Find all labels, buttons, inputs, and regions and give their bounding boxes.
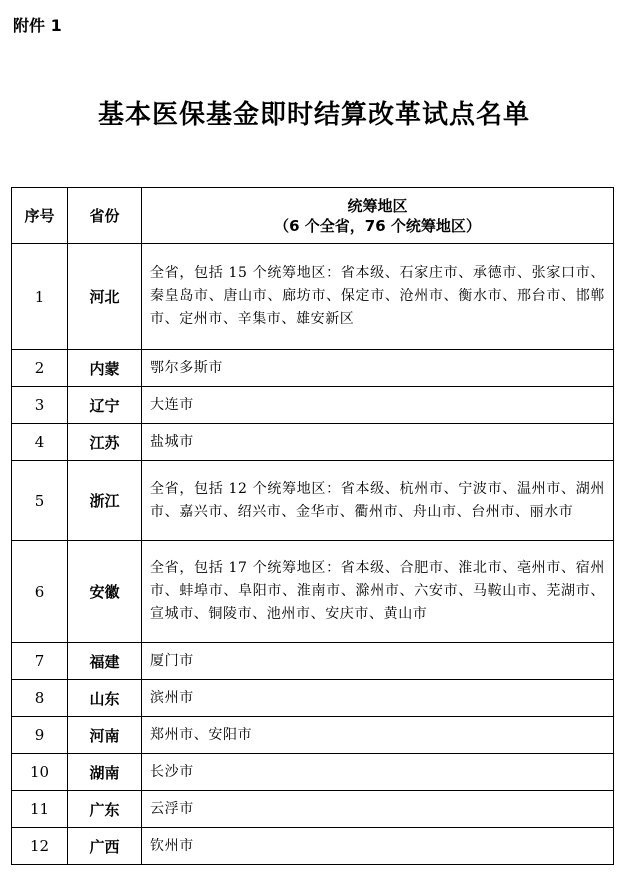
row-areas: 全省，包括 15 个统筹地区：省本级、石家庄市、承德市、张家口市、秦皇岛市、唐山市、廊坊市、保定市、沧州市、衡水市、邢台市、邯郸市、定州市、辛集市、雄安新区 (142, 244, 614, 350)
row-no: 2 (12, 350, 68, 387)
row-no: 4 (12, 424, 68, 461)
row-areas: 全省，包括 12 个统筹地区：省本级、杭州市、宁波市、温州市、湖州市、嘉兴市、绍兴市、金华市、衢州市、舟山市、台州市、丽水市 (142, 461, 614, 541)
row-areas: 全省，包括 17 个统筹地区：省本级、合肥市、淮北市、亳州市、宿州市、蚌埠市、阜阳市、淮南市、滁州市、六安市、马鞍山市、芜湖市、宣城市、铜陵市、池州市、安庆市、黄山市 (142, 541, 614, 643)
table-row (12, 828, 614, 865)
row-areas: 鄂尔多斯市 (142, 350, 614, 387)
row-province: 广西 (68, 828, 142, 865)
row-no: 5 (12, 461, 68, 541)
table-row (12, 350, 614, 387)
header-no: 序号 (12, 188, 68, 244)
row-no: 1 (12, 244, 68, 350)
table-row (12, 541, 614, 643)
table-row (12, 717, 614, 754)
row-areas: 盐城市 (142, 424, 614, 461)
header-area (142, 188, 614, 244)
table-row (12, 643, 614, 680)
row-no: 7 (12, 643, 68, 680)
row-areas: 厦门市 (142, 643, 614, 680)
row-areas: 郑州市、安阳市 (142, 717, 614, 754)
row-no: 11 (12, 791, 68, 828)
table-row (12, 387, 614, 424)
table-row (12, 791, 614, 828)
table-row (12, 754, 614, 791)
row-areas: 钦州市 (142, 828, 614, 865)
header-area-title: 统筹地区 (347, 196, 408, 215)
row-province: 山东 (68, 680, 142, 717)
pilot-list-table (11, 187, 614, 865)
table-row (12, 424, 614, 461)
row-no: 9 (12, 717, 68, 754)
table-header-row (12, 188, 614, 244)
header-area-subtitle: （6 个全省，76 个统筹地区） (274, 216, 481, 235)
row-province: 浙江 (68, 461, 142, 541)
row-no: 10 (12, 754, 68, 791)
row-province: 福建 (68, 643, 142, 680)
row-province: 安徽 (68, 541, 142, 643)
row-province: 河北 (68, 244, 142, 350)
document-title: 基本医保基金即时结算改革试点名单 (97, 100, 530, 130)
row-no: 6 (12, 541, 68, 643)
table-row (12, 244, 614, 350)
table-row (12, 461, 614, 541)
table-row (12, 680, 614, 717)
row-areas: 滨州市 (142, 680, 614, 717)
row-areas: 长沙市 (142, 754, 614, 791)
row-province: 内蒙 (68, 350, 142, 387)
row-province: 湖南 (68, 754, 142, 791)
row-province: 辽宁 (68, 387, 142, 424)
row-no: 8 (12, 680, 68, 717)
row-province: 江苏 (68, 424, 142, 461)
row-areas: 大连市 (142, 387, 614, 424)
row-areas: 云浮市 (142, 791, 614, 828)
row-no: 12 (12, 828, 68, 865)
row-province: 广东 (68, 791, 142, 828)
header-province: 省份 (68, 188, 142, 244)
row-no: 3 (12, 387, 68, 424)
row-province: 河南 (68, 717, 142, 754)
attachment-label: 附件 1 (13, 16, 62, 35)
